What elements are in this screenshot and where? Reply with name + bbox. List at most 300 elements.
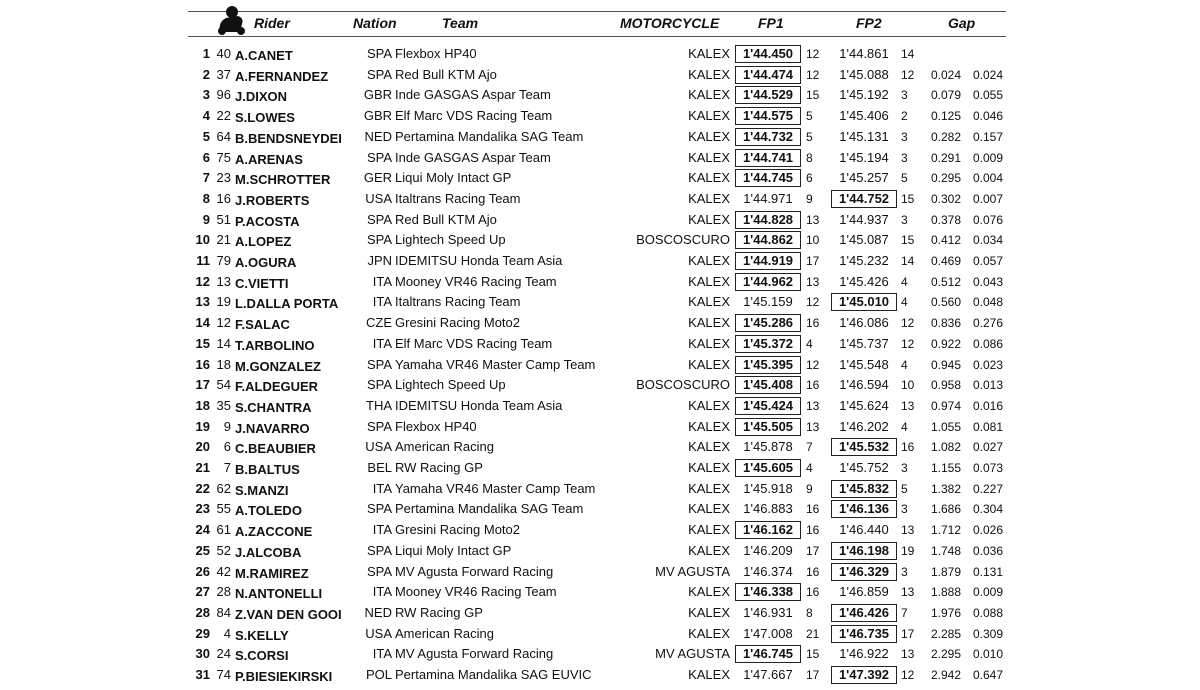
motorcycle: MV AGUSTA (655, 646, 730, 662)
table-row (0, 313, 1200, 333)
rider-number: 75 (216, 149, 231, 165)
fp1-lap: 16 (806, 585, 820, 600)
motorcycle: KALEX (688, 356, 730, 372)
motorcycle: KALEX (688, 253, 730, 268)
fp2-lap: 12 (901, 336, 915, 351)
gap-previous: 0.034 (972, 233, 1003, 248)
rider-nation: GER (363, 170, 392, 186)
gap-first: 1.888 (930, 585, 961, 600)
rider-number: 96 (216, 87, 231, 103)
rider-number: 13 (216, 273, 231, 289)
team-name: Italtrans Racing Team (395, 294, 521, 310)
fp2-lap: 17 (901, 626, 915, 641)
fp1-time: 1'44.828 (734, 210, 802, 230)
fp2-lap: 12 (901, 668, 915, 682)
rider-number: 51 (216, 211, 231, 227)
row-position: 3 (202, 87, 210, 103)
rider-nation: CZE (366, 315, 392, 331)
table-row (0, 272, 1200, 292)
rider-nation: POL (365, 667, 392, 682)
motorcycle: KALEX (688, 522, 730, 538)
gap-first: 0.125 (930, 109, 961, 124)
gap-previous: 0.013 (972, 378, 1003, 393)
team-name: Gresini Racing Moto2 (395, 522, 520, 538)
rider-name: J.ROBERTS (235, 192, 310, 208)
table-row (0, 210, 1200, 230)
fp1-time: 1'46.931 (743, 604, 793, 620)
rider-nation: SPA (366, 542, 392, 558)
team-name: Red Bull KTM Ajo (395, 211, 497, 227)
rider-nation: SPA (366, 501, 392, 517)
fp1-lap: 16 (806, 316, 820, 331)
rider-name: J.DIXON (235, 89, 288, 105)
rider-nation: ITA (372, 294, 392, 310)
fp1-time: 1'45.159 (743, 294, 793, 310)
rider-number: 79 (216, 253, 231, 268)
rider-name: A.OGURA (235, 255, 297, 270)
rider-name: A.TOLEDO (235, 503, 302, 519)
table-row (0, 355, 1200, 375)
gap-first: 0.282 (930, 129, 961, 144)
gap-previous: 0.027 (972, 440, 1003, 455)
rider-name: L.DALLA PORTA (235, 296, 339, 312)
fp2-time: 1'45.548 (839, 356, 889, 372)
table-row (0, 479, 1200, 499)
team-name: American Racing (395, 625, 494, 641)
fp1-lap: 13 (806, 212, 820, 227)
gap-first: 0.024 (930, 67, 961, 82)
gap-previous: 0.016 (972, 398, 1003, 413)
team-name: Italtrans Racing Team (395, 190, 521, 206)
row-position: 22 (195, 480, 210, 496)
table-row (0, 541, 1200, 561)
row-position: 12 (195, 273, 210, 289)
fp1-time: 1'44.732 (734, 127, 802, 147)
fp1-time: 1'45.605 (734, 458, 802, 478)
fp2-lap: 5 (901, 171, 908, 186)
motorcycle: BOSCOSCURO (636, 377, 730, 393)
rider-nation: SPA (366, 377, 392, 393)
header-gap: Gap (948, 15, 976, 31)
table-row (0, 251, 1200, 271)
motorcycle: KALEX (688, 501, 730, 517)
fp2-lap: 3 (901, 88, 908, 103)
gap-first: 2.285 (930, 626, 961, 641)
header-motorcycle: MOTORCYCLE (620, 15, 720, 31)
fp1-lap: 17 (806, 254, 820, 268)
gap-previous: 0.046 (972, 109, 1003, 124)
rider-nation: NED (364, 604, 392, 620)
row-position: 11 (196, 253, 210, 268)
team-name: American Racing (395, 439, 494, 455)
row-position: 14 (195, 315, 210, 331)
fp2-lap: 3 (901, 502, 908, 517)
fp1-lap: 15 (806, 647, 820, 662)
fp2-lap: 4 (901, 419, 908, 434)
gap-first: 1.055 (930, 419, 961, 434)
fp2-time: 1'46.086 (839, 315, 889, 331)
team-name: IDEMITSU Honda Team Asia (395, 253, 563, 268)
rider-number: 19 (216, 294, 231, 310)
table-row (0, 458, 1200, 478)
fp2-time: 1'45.752 (839, 460, 889, 475)
team-name: MV Agusta Forward Racing (395, 563, 554, 579)
fp2-lap: 10 (901, 378, 915, 393)
motorcycle: KALEX (688, 211, 730, 227)
gap-previous: 0.073 (972, 461, 1003, 475)
rider-nation: ITA (372, 584, 392, 600)
fp2-time: 1'44.937 (839, 211, 889, 227)
rider-nation: ITA (372, 646, 392, 662)
fp2-time: 1'45.426 (839, 273, 889, 289)
gap-first: 0.922 (930, 336, 961, 351)
team-name: Lightech Speed Up (395, 232, 506, 248)
motorcycle: KALEX (688, 542, 730, 558)
fp1-lap: 5 (806, 129, 813, 144)
table-row (0, 520, 1200, 540)
fp2-time: 1'46.594 (839, 377, 889, 393)
fp1-lap: 13 (806, 398, 820, 413)
fp2-lap: 4 (901, 357, 908, 372)
row-position: 25 (195, 542, 210, 558)
row-position: 21 (195, 460, 210, 475)
fp2-lap: 13 (901, 585, 915, 600)
gap-previous: 0.055 (972, 88, 1003, 103)
rider-number: 12 (216, 315, 231, 331)
fp2-lap: 19 (901, 543, 915, 558)
rider-nation: ITA (372, 480, 392, 496)
fp1-lap: 12 (806, 295, 820, 310)
team-name: Inde GASGAS Aspar Team (395, 149, 551, 165)
gap-first: 1.686 (930, 502, 961, 517)
fp1-time: 1'46.883 (743, 501, 793, 517)
gap-first: 1.976 (930, 605, 961, 620)
table-row (0, 127, 1200, 147)
motorcycle: KALEX (688, 294, 730, 310)
gap-previous: 0.157 (972, 129, 1003, 144)
fp2-time: 1'45.088 (839, 66, 889, 82)
row-position: 28 (195, 604, 210, 620)
fp1-lap: 12 (806, 67, 820, 82)
rider-name: F.ALDEGUER (235, 379, 319, 395)
gap-first: 0.079 (930, 88, 961, 103)
fp1-time: 1'45.395 (734, 355, 802, 375)
fp2-time: 1'46.859 (839, 584, 889, 600)
gap-first: 0.958 (930, 378, 961, 393)
gap-previous: 0.009 (972, 150, 1003, 165)
gap-first: 1.155 (930, 461, 961, 475)
fp2-lap: 14 (901, 254, 915, 268)
motorcycle: KALEX (688, 46, 730, 61)
gap-previous: 0.076 (972, 212, 1003, 227)
fp1-time: 1'46.374 (743, 563, 793, 579)
motorcycle: KALEX (688, 418, 730, 434)
header-rider: Rider (254, 15, 290, 31)
fp2-time: 1'45.131 (839, 128, 889, 144)
table-row (0, 499, 1200, 519)
fp2-lap: 3 (901, 564, 908, 579)
fp1-lap: 17 (806, 543, 820, 558)
rider-number: 74 (216, 667, 231, 682)
fp1-time: 1'45.918 (743, 480, 793, 496)
fp1-time: 1'45.408 (734, 375, 802, 395)
gap-previous: 0.004 (972, 171, 1003, 186)
fp1-lap: 10 (806, 233, 820, 248)
table-row (0, 85, 1200, 105)
header-fp1: FP1 (758, 15, 784, 31)
motorcycle: KALEX (688, 66, 730, 82)
fp1-time: 1'47.008 (743, 625, 793, 641)
fp1-time: 1'44.919 (734, 251, 802, 271)
table-row (0, 644, 1200, 664)
table-row (0, 148, 1200, 168)
rider-number: 62 (216, 480, 231, 496)
row-position: 17 (195, 377, 210, 393)
row-position: 31 (195, 667, 210, 682)
rider-number: 55 (216, 501, 231, 517)
rider-number: 22 (216, 108, 231, 124)
fp2-lap: 7 (901, 605, 908, 620)
fp2-lap: 14 (901, 47, 915, 61)
fp2-time: 1'46.426 (830, 603, 898, 623)
team-name: IDEMITSU Honda Team Asia (395, 397, 563, 413)
fp1-time: 1'45.286 (734, 313, 802, 333)
team-name: Flexbox HP40 (395, 46, 477, 61)
fp1-time: 1'45.505 (734, 417, 802, 437)
gap-previous: 0.086 (972, 336, 1003, 351)
fp1-lap: 13 (806, 274, 820, 289)
row-position: 4 (202, 108, 210, 124)
gap-first: 1.082 (930, 440, 961, 455)
gap-first: 0.295 (930, 171, 961, 186)
header-top-rule (188, 11, 1006, 12)
team-name: Mooney VR46 Racing Team (395, 273, 557, 289)
rider-nation: JPN (367, 253, 392, 268)
rider-name: A.FERNANDEZ (235, 68, 329, 84)
gap-first: 1.712 (930, 523, 961, 538)
motorcycle: KALEX (688, 315, 730, 331)
rider-name: B.BENDSNEYDEI (235, 130, 342, 146)
fp2-lap: 3 (901, 212, 908, 227)
table-row (0, 334, 1200, 354)
row-position: 29 (195, 625, 210, 641)
row-position: 8 (202, 190, 210, 206)
motorcycle: MV AGUSTA (655, 563, 730, 579)
rider-name: S.MANZI (235, 482, 289, 498)
team-name: Liqui Moly Intact GP (395, 170, 512, 186)
rider-nation: ITA (372, 335, 392, 351)
table-row (0, 292, 1200, 312)
rider-number: 28 (216, 584, 231, 600)
rider-number: 52 (216, 542, 231, 558)
fp2-time: 1'45.832 (830, 479, 898, 499)
team-name: Red Bull KTM Ajo (395, 66, 497, 82)
gap-first: 1.879 (930, 564, 961, 579)
row-position: 5 (202, 128, 210, 144)
row-position: 6 (202, 149, 210, 165)
fp2-time: 1'45.194 (839, 149, 889, 165)
gap-first: 0.945 (930, 357, 961, 372)
rider-nation: SPA (366, 356, 392, 372)
team-name: Flexbox HP40 (395, 418, 477, 434)
gap-previous: 0.647 (972, 668, 1003, 682)
motorcycle: KALEX (688, 335, 730, 351)
fp1-lap: 8 (806, 605, 813, 620)
table-row (0, 417, 1200, 437)
motorcycle: KALEX (688, 87, 730, 103)
gap-previous: 0.043 (972, 274, 1003, 289)
fp2-time: 1'46.329 (830, 562, 898, 582)
rider-number: 84 (216, 604, 231, 620)
rider-number: 40 (216, 46, 231, 61)
gap-first: 0.836 (930, 316, 961, 331)
fp2-time: 1'45.406 (839, 108, 889, 124)
rider-name: A.ARENAS (235, 151, 303, 167)
rider-nation: SPA (366, 211, 392, 227)
fp2-time: 1'46.202 (839, 418, 889, 434)
rider-name: T.ARBOLINO (235, 337, 315, 353)
gap-previous: 0.024 (972, 67, 1003, 82)
motorcycle: KALEX (688, 667, 730, 682)
rider-nation: NED (364, 128, 392, 144)
motorcycle: KALEX (688, 604, 730, 620)
row-position: 15 (195, 335, 210, 351)
team-name: Yamaha VR46 Master Camp Team (395, 356, 596, 372)
table-row (0, 106, 1200, 126)
motorcycle: KALEX (688, 273, 730, 289)
row-position: 23 (195, 501, 210, 517)
fp1-lap: 17 (806, 668, 820, 682)
motorcycle: KALEX (688, 149, 730, 165)
fp2-time: 1'45.257 (839, 170, 889, 186)
fp1-lap: 15 (806, 88, 820, 103)
fp1-lap: 9 (806, 481, 813, 496)
row-position: 30 (195, 646, 210, 662)
team-name: Inde GASGAS Aspar Team (395, 87, 551, 103)
fp2-lap: 12 (901, 67, 915, 82)
fp2-time: 1'45.192 (839, 87, 889, 103)
rider-name: A.LOPEZ (235, 234, 292, 250)
gap-previous: 0.276 (972, 316, 1003, 331)
fp1-lap: 4 (806, 336, 813, 351)
fp2-time: 1'47.392 (830, 665, 898, 685)
rider-name: N.ANTONELLI (235, 586, 323, 602)
fp2-time: 1'44.752 (830, 189, 898, 209)
gap-previous: 0.131 (972, 564, 1003, 579)
gap-previous: 0.227 (972, 481, 1003, 496)
fp1-lap: 5 (806, 109, 813, 124)
motorcycle: KALEX (688, 460, 730, 475)
rider-name: F.SALAC (235, 317, 290, 333)
rider-nation: THA (366, 397, 392, 413)
motorcycle: KALEX (688, 397, 730, 413)
gap-previous: 0.023 (972, 357, 1003, 372)
gap-first: 0.291 (930, 150, 961, 165)
row-position: 10 (195, 232, 210, 248)
rider-number: 23 (216, 170, 231, 186)
team-name: Elf Marc VDS Racing Team (395, 108, 553, 124)
table-row (0, 230, 1200, 250)
rider-name: Z.VAN DEN GOOI (235, 606, 342, 622)
fp1-lap: 9 (806, 191, 813, 206)
rider-nation: GBR (363, 87, 392, 103)
fp1-time: 1'45.878 (743, 439, 793, 455)
rider-number: 64 (216, 128, 231, 144)
rider-number: 61 (216, 522, 231, 538)
rider-name: A.ZACCONE (235, 524, 313, 540)
team-name: Elf Marc VDS Racing Team (395, 335, 553, 351)
rider-nation: GBR (363, 108, 392, 124)
rider-number: 16 (216, 190, 231, 206)
table-row (0, 582, 1200, 602)
rider-name: C.BEAUBIER (235, 441, 316, 457)
rider-name: P.ACOSTA (235, 213, 300, 229)
rider-nation: ITA (372, 522, 392, 538)
fp2-lap: 15 (901, 233, 915, 248)
rider-number: 14 (216, 335, 231, 351)
table-row (0, 168, 1200, 188)
fp2-lap: 3 (901, 461, 908, 475)
gap-previous: 0.081 (972, 419, 1003, 434)
table-row (0, 437, 1200, 457)
motorcycle: KALEX (688, 439, 730, 455)
fp2-time: 1'44.861 (839, 46, 889, 61)
gap-first: 0.560 (930, 295, 961, 310)
fp2-time: 1'46.735 (830, 624, 898, 644)
fp2-time: 1'45.624 (839, 397, 889, 413)
gap-first: 0.512 (930, 274, 961, 289)
rider-number: 54 (216, 377, 231, 393)
rider-name: P.BIESIEKIRSKI (235, 669, 333, 684)
gap-previous: 0.057 (972, 254, 1003, 268)
fp1-time: 1'47.667 (743, 667, 793, 682)
row-position: 18 (195, 397, 210, 413)
fp1-lap: 12 (806, 47, 820, 61)
team-name: Lightech Speed Up (395, 377, 506, 393)
motorcycle: KALEX (688, 480, 730, 496)
table-row (0, 375, 1200, 395)
rider-name: S.LOWES (235, 110, 295, 126)
fp1-time: 1'45.372 (734, 334, 802, 354)
fp1-time: 1'46.338 (734, 582, 802, 602)
fp1-time: 1'44.862 (734, 230, 802, 250)
gap-previous: 0.009 (972, 585, 1003, 600)
rider-name: A.CANET (235, 48, 293, 63)
fp2-lap: 4 (901, 295, 908, 310)
team-name: Pertamina Mandalika SAG EUVIC (395, 667, 592, 682)
rider-name: M.GONZALEZ (235, 358, 321, 374)
fp1-time: 1'45.424 (734, 396, 802, 416)
fp1-time: 1'44.971 (743, 190, 793, 206)
fp2-time: 1'46.922 (839, 646, 889, 662)
fp1-lap: 16 (806, 564, 820, 579)
fp2-lap: 13 (901, 523, 915, 538)
fp1-time: 1'44.474 (734, 65, 802, 85)
gap-first: 0.974 (930, 398, 961, 413)
rider-number: 4 (223, 625, 231, 641)
motorcycle: KALEX (688, 108, 730, 124)
fp2-lap: 3 (901, 150, 908, 165)
rider-name: S.CORSI (235, 648, 289, 664)
team-name: RW Racing GP (395, 460, 483, 475)
table-row (0, 44, 1200, 64)
fp2-lap: 15 (901, 191, 915, 206)
gap-previous: 0.088 (972, 605, 1003, 620)
fp1-lap: 16 (806, 378, 820, 393)
row-position: 2 (202, 66, 210, 82)
rider-nation: ITA (372, 273, 392, 289)
table-row (0, 65, 1200, 85)
